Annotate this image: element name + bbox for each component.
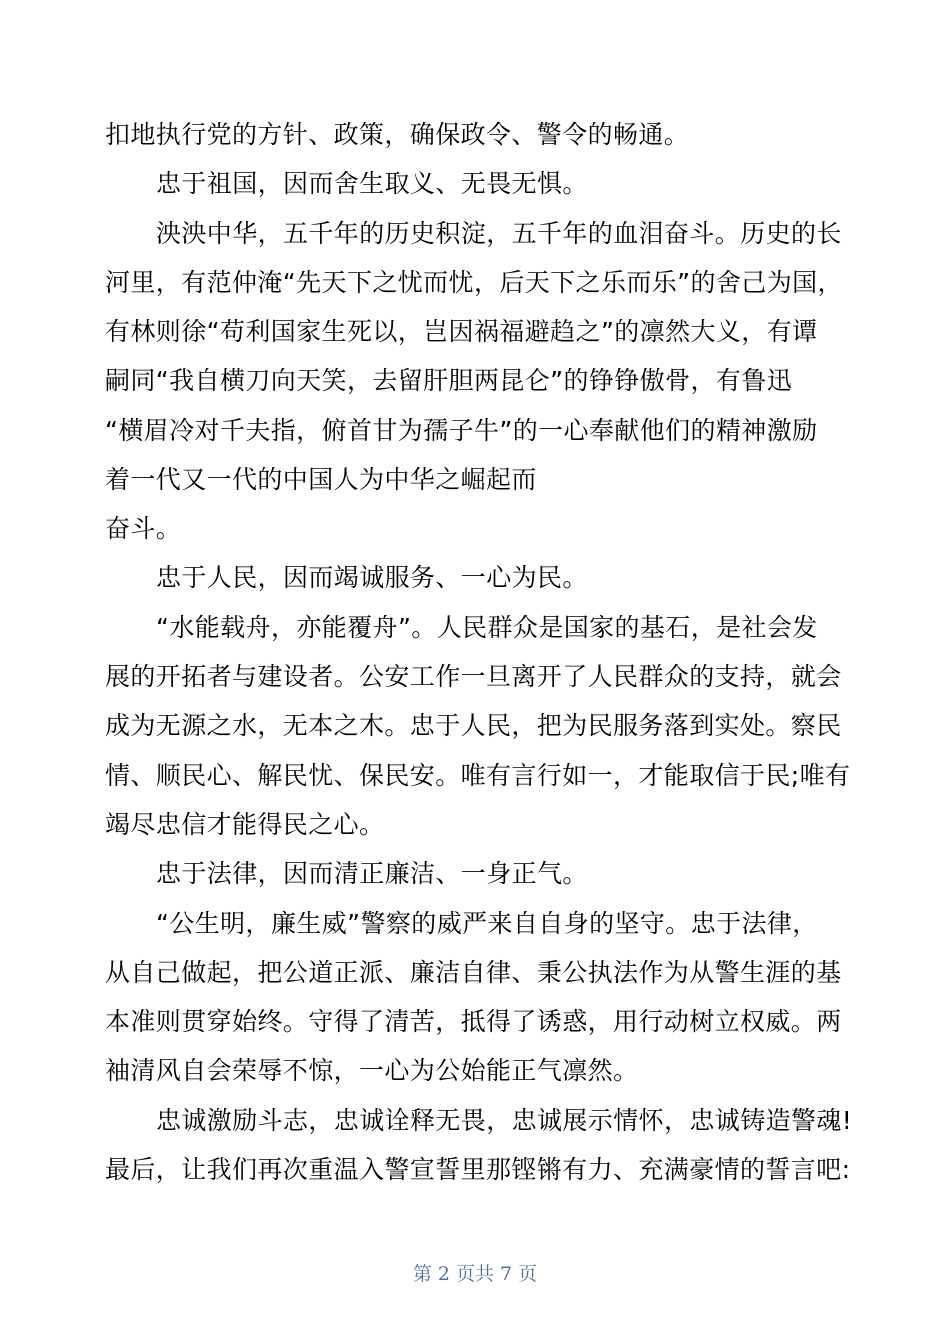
text-line: 从自己做起，把公道正派、廉洁自律、秉公执法作为从警生涯的基 [105,958,842,987]
text-line: 泱泱中华，五千年的历史积淀，五千年的血泪奋斗。历史的长 [156,219,842,248]
text-line: 忠于法律，因而清正廉洁、一身正气。 [156,859,588,888]
page-number: 第 2 页共 7 页 [412,1263,538,1285]
text-line: “公生明，廉生威”警察的威严来自自身的坚守。忠于法律， [156,909,818,938]
text-line: 竭尽忠信才能得民之心。 [105,810,385,839]
text-line: 最后，让我们再次重温入警宣誓里那铿锵有力、充满豪情的誓言吧: [105,1155,851,1184]
text-line: “水能载舟，亦能覆舟”。人民群众是国家的基石，是社会发 [156,613,818,642]
text-line: 成为无源之水，无本之木。忠于人民，把为民服务落到实处。察民 [105,711,842,740]
text-line: 情、顺民心、解民忧、保民安。唯有言行如一，才能取信于民;唯有 [105,761,851,790]
text-line: 有林则徐“苟利国家生死以，岂因祸福避趋之”的凛然大义，有谭 [105,317,818,346]
text-line: 展的开拓者与建设者。公安工作一旦离开了人民群众的支持，就会 [105,662,842,691]
text-line: 河里，有范仲淹“先天下之忧而忧，后天下之乐而乐”的舍己为国， [105,268,843,297]
text-line: 袖清风自会荣辱不惊，一心为公始能正气凛然。 [105,1056,639,1085]
text-line: 忠诚激励斗志，忠诚诠释无畏，忠诚展示情怀，忠诚铸造警魂! [156,1106,853,1135]
text-line: 嗣同“我自横刀向天笑，去留肝胆两昆仑”的铮铮傲骨，有鲁迅 [105,366,793,395]
text-line: 忠于祖国，因而舍生取义、无畏无惧。 [156,169,588,198]
text-line: 奋斗。 [105,514,182,543]
text-line: 忠于人民，因而竭诚服务、一心为民。 [156,563,588,592]
text-line: 着一代又一代的中国人为中华之崛起而 [105,465,537,494]
text-line: “横眉冷对千夫指，俯首甘为孺子牛”的一心奉献他们的精神激励 [105,416,818,445]
text-line: 本准则贯穿始终。守得了清苦，抵得了诱惑，用行动树立权威。两 [105,1007,842,1036]
text-line: 扣地执行党的方针、政策，确保政令、警令的畅通。 [105,120,690,149]
